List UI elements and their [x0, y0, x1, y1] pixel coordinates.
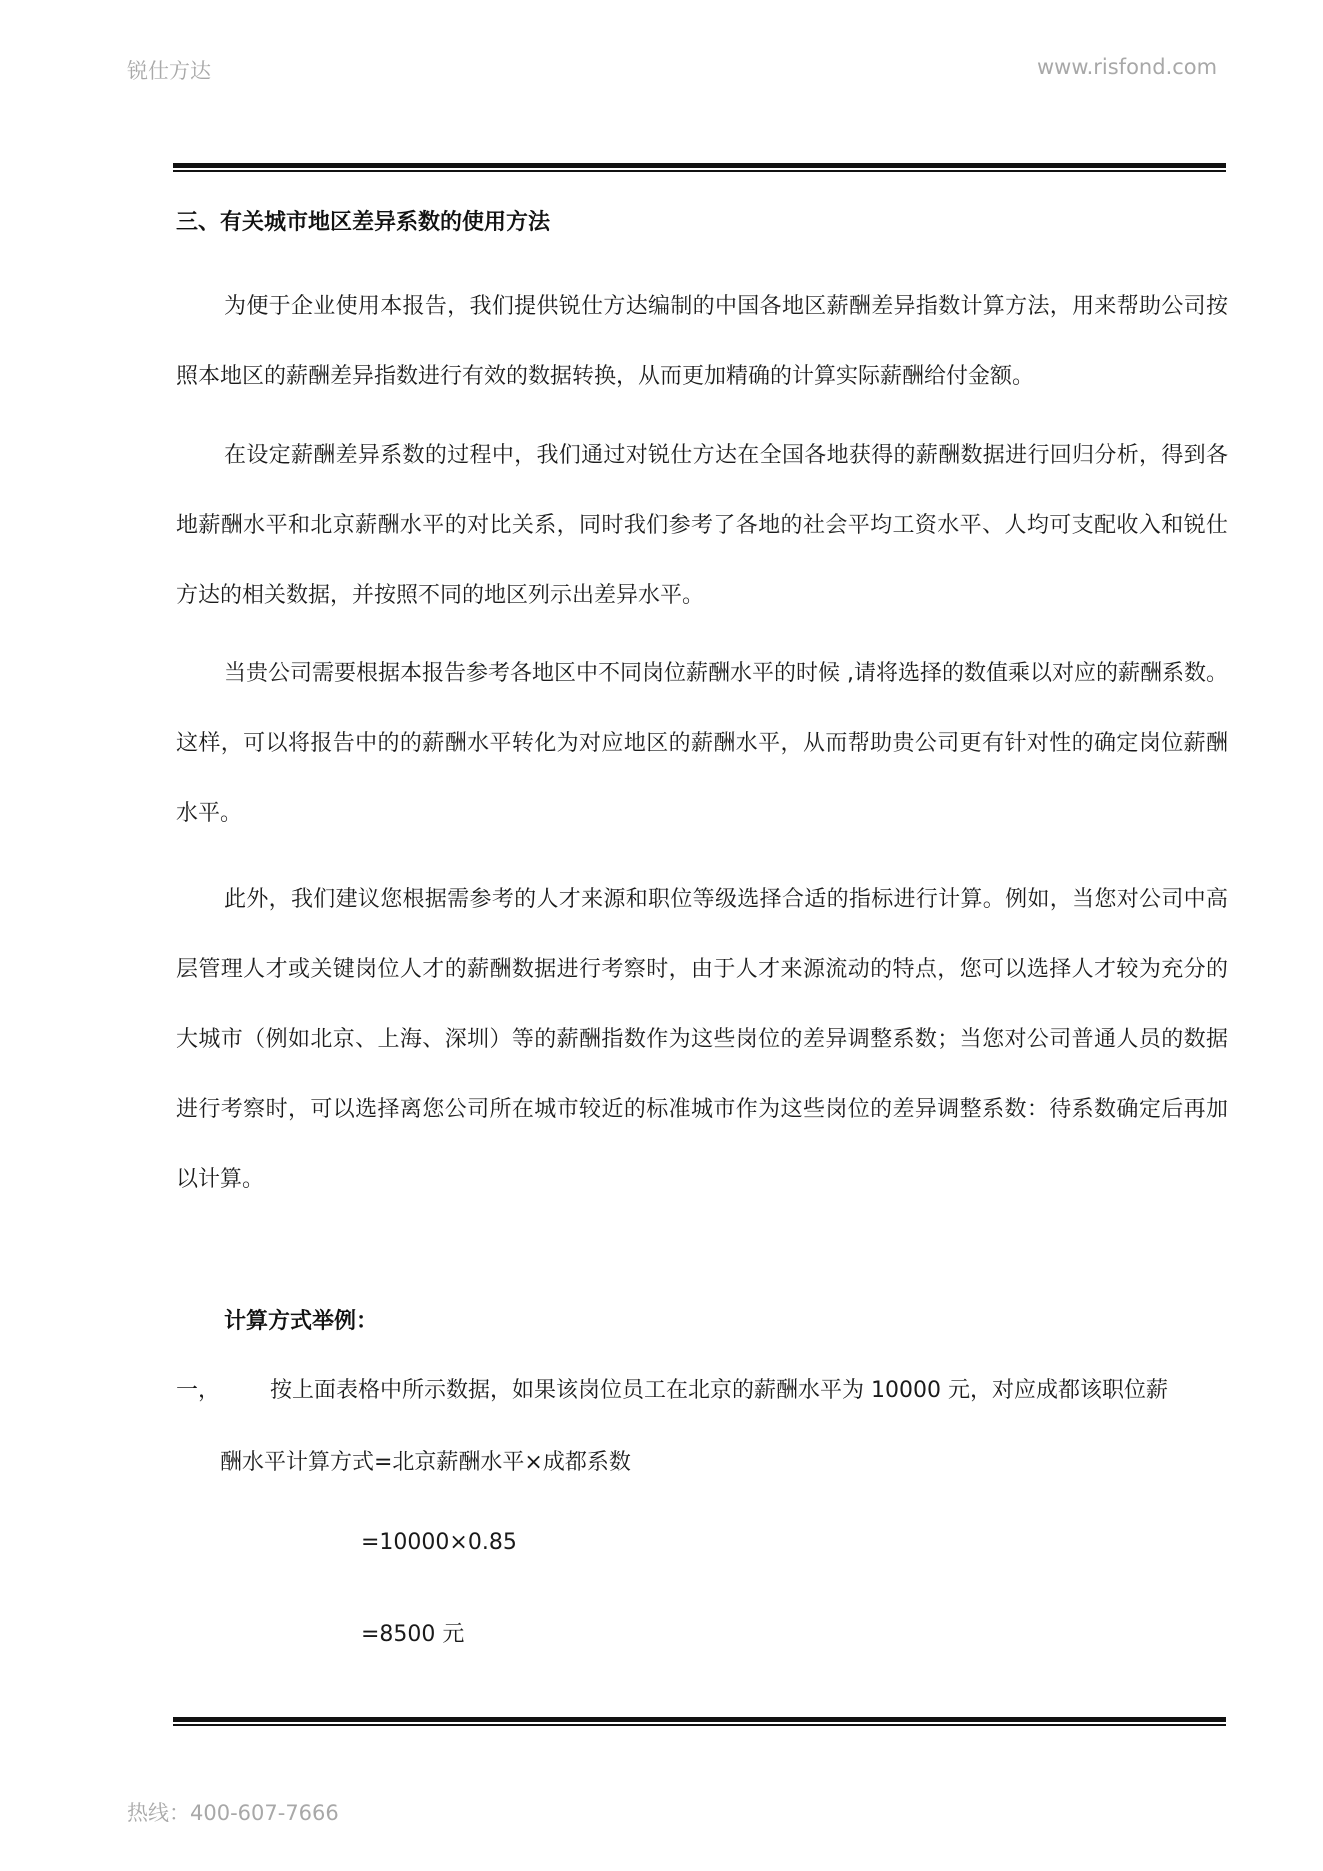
paragraph-3: 当贵公司需要根据本报告参考各地区中不同岗位薪酬水平的时候 ,请将选择的数值乘以对应的薪酬系数。这样，可以将报告中的的薪酬水平转化为对应地区的薪酬水平，从而帮助贵公司更有针对性的确定岗位薪酬水平。 [176, 661, 1228, 826]
paragraph-1: 为便于企业使用本报告，我们提供锐仕方达编制的中国各地区薪酬差异指数计算方法，用来帮助公司按照本地区的薪酬差异指数进行有效的数据转换，从而更加精确的计算实际薪酬给付金额。 [176, 294, 1228, 389]
paragraph-2: 在设定薪酬差异系数的过程中，我们通过对锐仕方达在全国各地获得的薪酬数据进行回归分析，得到各地薪酬水平和北京薪酬水平的对比关系，同时我们参考了各地的社会平均工资水平、人均可支配收入和锐仕方达的相关数据，并按照不同的地区列示出差异水平。 [176, 443, 1228, 608]
example-line-2: 酬水平计算方式=北京薪酬水平×成都系数 [220, 1450, 631, 1475]
list-item-marker: 一， [176, 1378, 221, 1403]
example-line-1: 按上面表格中所示数据，如果该岗位员工在北京的薪酬水平为 10000 元，对应成都该职位薪 [270, 1378, 1168, 1403]
header-website: www.risfond.com [1037, 55, 1218, 79]
section-title: 三、有关城市地区差异系数的使用方法 [176, 210, 551, 235]
top-divider [173, 163, 1226, 173]
header-brand: 锐仕方达 [127, 59, 211, 83]
calculation-step-1: =10000×0.85 [361, 1530, 517, 1555]
calculation-result: =8500 元 [361, 1622, 465, 1647]
paragraph-4: 此外，我们建议您根据需参考的人才来源和职位等级选择合适的指标进行计算。例如，当您对公司中高层管理人才或关键岗位人才的薪酬数据进行考察时，由于人才来源流动的特点，您可以选择人才较为充分的大城市（例如北京、上海、深圳）等的薪酬指数作为这些岗位的差异调整系数；当您对公司普通人员的数据进行考察时，可以选择离您公司所在城市较近的标准城市作为这些岗位的差异调整系数：待系数确定后再加以计算。 [176, 887, 1228, 1192]
bottom-divider [173, 1717, 1226, 1727]
example-title: 计算方式举例： [224, 1309, 379, 1334]
footer-hotline: 热线：400-607-7666 [127, 1801, 339, 1825]
